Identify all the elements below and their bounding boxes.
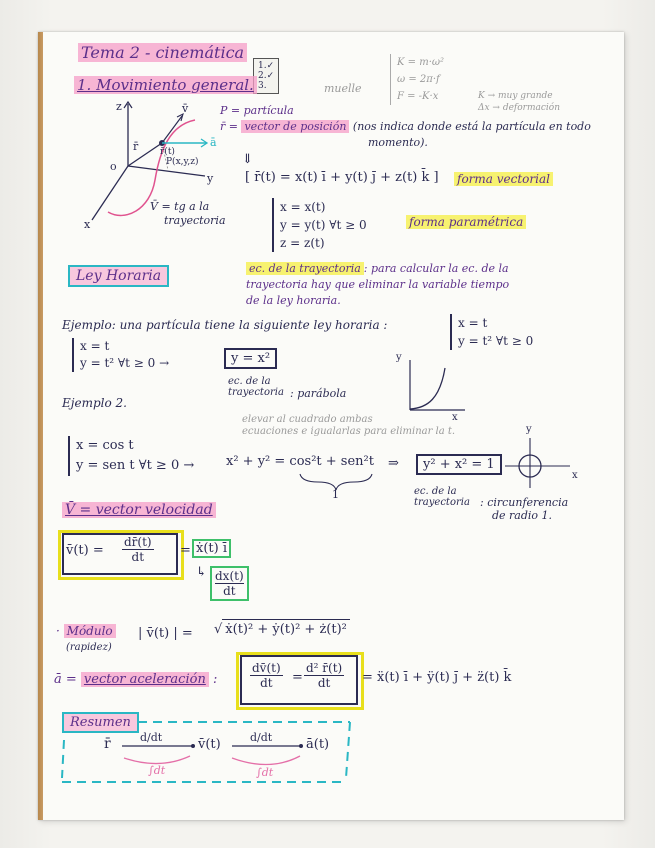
example1-intro: Ejemplo: una partícula tiene la siguiente ley horaria : bbox=[62, 318, 388, 332]
trajectory-eq-desc: : para calcular la ec. de la bbox=[363, 262, 509, 275]
acceleration-lhs: ā = bbox=[54, 672, 81, 687]
modulo-bullet: · bbox=[56, 624, 60, 638]
checklist-item: 2.✓ bbox=[258, 71, 275, 81]
trajectory-note-line: trayectoria bbox=[164, 214, 226, 227]
dx-num: dx(t) bbox=[215, 569, 244, 583]
velocity-fraction-den: dt bbox=[131, 550, 145, 564]
checklist-item: 3. bbox=[258, 81, 267, 91]
axis-y-label: y bbox=[207, 172, 214, 185]
trajectory-eq-desc-2: trayectoria hay que eliminar la variable tiempo bbox=[246, 278, 510, 291]
point-label: P(x,y,z) bbox=[166, 157, 199, 167]
pencil-note: Δx → deformación bbox=[478, 103, 561, 113]
example2-arrow: ⇒ bbox=[388, 456, 399, 471]
circle-y-label: y bbox=[526, 424, 532, 435]
ec-label-line: ec. de la bbox=[228, 376, 271, 387]
example2-result: y² + x² = 1 bbox=[416, 454, 502, 475]
example1-result: y = x² bbox=[224, 348, 277, 369]
velocity-eq-sign: = bbox=[180, 543, 191, 558]
parabola-y-label: y bbox=[396, 352, 402, 363]
position-vector-desc: (nos indica donde está la partícula en todo bbox=[352, 120, 591, 133]
parabola-x-label: x bbox=[452, 412, 458, 423]
acceleration-num1: dv̄(t) bbox=[252, 661, 281, 675]
modulo-term-text: Módulo bbox=[64, 624, 116, 638]
modulo-sub: (rapidez) bbox=[66, 642, 112, 653]
pencil-eq: ω = 2π·f bbox=[397, 74, 440, 85]
example2-line: x = cos t bbox=[76, 438, 134, 453]
example2-equation: x² + y² = cos²t + sen²t bbox=[226, 454, 374, 469]
resumen-box: Resumen bbox=[62, 712, 139, 733]
section-heading-text: 1. Movimiento general. bbox=[74, 76, 257, 94]
r-prefix: r̄ = bbox=[220, 120, 242, 133]
r-vector-label: r̄ bbox=[133, 140, 139, 153]
vector-form-equation: [ r̄(t) = x(t) ī + y(t) j̄ + z(t) k̄ ] bbox=[245, 170, 439, 185]
velocity-arrow: ↳ bbox=[196, 565, 207, 580]
resumen-r: r̄ bbox=[104, 736, 111, 752]
pencil-eq: K = m·ω² bbox=[397, 57, 445, 68]
acceleration-rhs: = ẍ(t) ī + ÿ(t) j̄ + z̈(t) k̄ bbox=[362, 670, 512, 685]
example1-shape: : parábola bbox=[290, 387, 347, 400]
trajectory-eq-term: ec. de la trayectoria bbox=[246, 262, 364, 275]
pencil-note: K → muy grande bbox=[478, 91, 553, 101]
a-vector-label: ā bbox=[210, 136, 217, 149]
modulo-root: √ ẋ(t)² + ẏ(t)² + ż(t)² bbox=[214, 622, 350, 637]
velocity-title-text: V̄ = vector velocidad bbox=[62, 502, 216, 518]
example2-shape-line: de radio 1. bbox=[492, 509, 553, 522]
axis-z-label: z bbox=[116, 100, 122, 113]
checklist-item: 1.✓ bbox=[258, 61, 275, 71]
example2-line: y = sen t ∀t ≥ 0 → bbox=[76, 458, 195, 473]
parametric-line: x = x(t) bbox=[280, 200, 326, 214]
example1-right-line: y = t² ∀t ≥ 0 bbox=[458, 334, 534, 348]
acceleration-den2: dt bbox=[317, 676, 331, 690]
acceleration-term: vector aceleración bbox=[81, 672, 209, 687]
parametric-line: z = z(t) bbox=[280, 236, 325, 250]
rt-label: r̄(t) bbox=[160, 147, 175, 157]
ec-label-line: trayectoria bbox=[414, 497, 470, 508]
resumen-v: v̄(t) bbox=[198, 737, 221, 752]
velocity-def-lhs: v̄(t) = bbox=[66, 543, 104, 558]
pencil-word: muelle bbox=[324, 82, 362, 95]
parametric-line: y = y(t) ∀t ≥ 0 bbox=[280, 218, 367, 232]
modulo-equation: | v̄(t) | = bbox=[138, 626, 193, 641]
resumen-int2: ∫dt bbox=[256, 766, 274, 779]
position-vector-term: vector de posición bbox=[241, 120, 349, 133]
trajectory-eq-desc-3: de la ley horaria. bbox=[246, 294, 341, 307]
modulo-root-text: ẋ(t)² + ẏ(t)² + ż(t)² bbox=[222, 619, 350, 637]
example2-shape-line: : circunferencia bbox=[480, 496, 569, 509]
example2-note-line: elevar al cuadrado ambas bbox=[242, 414, 373, 425]
resumen-a: ā(t) bbox=[306, 737, 330, 752]
example1-line: x = t bbox=[80, 339, 110, 353]
page-title-text: Tema 2 - cinemática bbox=[78, 43, 247, 62]
parametric-label-text: forma paramétrica bbox=[406, 215, 526, 229]
resumen-int1: ∫dt bbox=[148, 764, 166, 777]
axis-x-label: x bbox=[84, 218, 91, 231]
ec-label-line: ec. de la bbox=[414, 486, 457, 497]
example2-note-line: ecuaciones e igualarlas para eliminar la t. bbox=[242, 426, 456, 437]
origin-label: o bbox=[110, 160, 117, 173]
vector-form-label-text: forma vectorial bbox=[454, 172, 553, 186]
circle-x-label: x bbox=[572, 470, 578, 481]
ley-horaria-box: Ley Horaria bbox=[68, 265, 169, 287]
position-vector-desc-2: momento). bbox=[368, 136, 428, 149]
ec-label-line: trayectoria bbox=[228, 387, 284, 398]
dx-den: dt bbox=[223, 584, 236, 598]
velocity-fraction-num: dr̄(t) bbox=[124, 535, 152, 549]
example2-label: Ejemplo 2. bbox=[62, 396, 127, 410]
trajectory-note-line: V̄ = tg a la bbox=[150, 200, 210, 213]
acceleration-num2: d² r̄(t) bbox=[306, 661, 343, 675]
pencil-eq: F = -K·x bbox=[397, 91, 439, 102]
resumen-op1: d/dt bbox=[140, 731, 163, 744]
down-arrow: ⇓ bbox=[242, 152, 253, 167]
example1-line: y = t² ∀t ≥ 0 → bbox=[80, 356, 170, 370]
acceleration-den1: dt bbox=[260, 676, 273, 690]
resumen-op2: d/dt bbox=[250, 731, 273, 744]
acceleration-eq: = bbox=[292, 670, 303, 685]
velocity-xdot-text: ẋ(t) ī bbox=[192, 539, 231, 558]
example1-right-line: x = t bbox=[458, 316, 488, 330]
v-vector-label: v̄ bbox=[182, 102, 189, 115]
acceleration-colon: : bbox=[212, 672, 218, 687]
brace-value: 1 bbox=[332, 488, 339, 501]
particle-definition: P = partícula bbox=[220, 104, 294, 117]
